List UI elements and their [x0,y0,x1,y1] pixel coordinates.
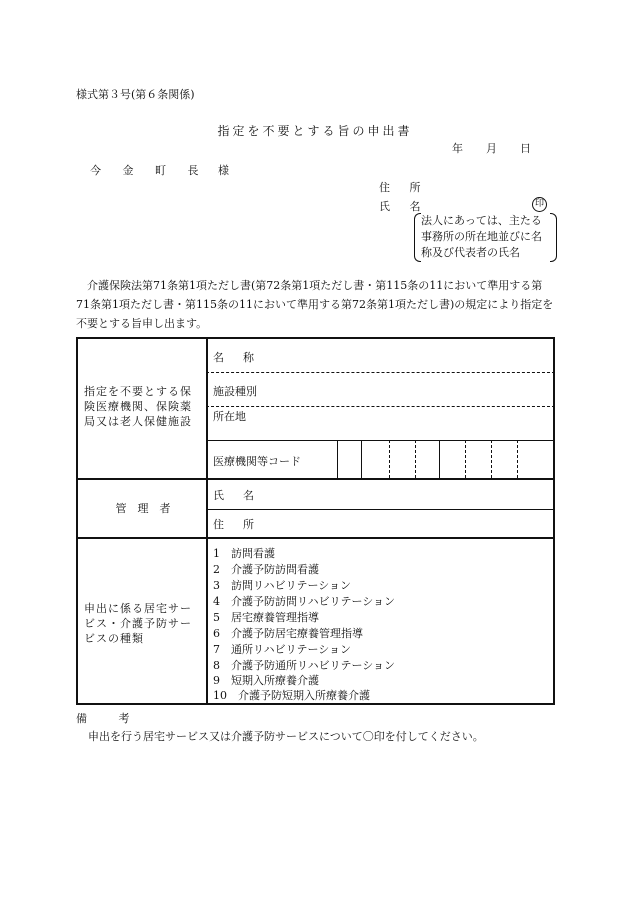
service-item[interactable]: 8 介護予防通所リハビリテーション [213,659,396,672]
service-item[interactable]: 5 居宅療養管理指導 [213,611,319,624]
code-box-divider [491,440,492,478]
row-divider [206,509,555,510]
service-item[interactable]: 10 介護予防短期入所療養介護 [213,689,370,702]
date-day-label: 日 [520,142,531,155]
service-item[interactable]: 1 訪問看護 [213,547,275,560]
application-table [76,337,555,705]
service-item[interactable]: 4 介護予防訪問リハビリテーション [213,595,396,608]
form-number: 様式第３号(第６条関係) [76,88,195,101]
row-divider [206,372,555,373]
bracket-left [414,213,421,262]
service-item[interactable]: 3 訪問リハビリテーション [213,579,352,592]
code-box-divider [389,440,390,478]
service-item[interactable]: 7 通所リハビリテーション [213,643,352,656]
row-divider [206,440,555,441]
section-divider [78,537,553,539]
corporate-note-line: 法人にあっては、主たる [421,214,542,227]
facility-type-field[interactable]: 施設種別 [213,385,257,398]
section-divider [78,478,553,480]
service-item[interactable]: 6 介護予防居宅療養管理指導 [213,627,363,640]
corporate-note-line: 事務所の所在地並びに名 [421,230,542,243]
application-statement: 介護保険法第71条第1項ただし書(第72条第1項ただし書・第115条の11において準用する第71条第1項ただし書・第115条の11において準用する第72条第1項ただし書)の規定により指定を不要とする旨申し出ます。 [76,279,554,330]
manager-section-label: 管 理 者 [115,502,171,515]
code-box-divider [415,440,416,478]
code-box-divider [465,440,466,478]
applicant-name-label: 氏 名 [379,200,429,213]
location-field[interactable]: 所在地 [213,410,246,423]
seal-mark: 印 [532,197,547,212]
facility-section-label: 指定を不要とする保険医療機関、保険薬局又は老人保健施設 [84,385,192,428]
column-divider [206,339,208,703]
applicant-address-label: 住 所 [379,181,429,194]
bracket-right [550,213,557,262]
service-type-section-label: 申出に係る居宅サービス・介護予防サービスの種類 [84,602,192,645]
date-month-label: 月 [486,142,497,155]
manager-name-field[interactable]: 氏 名 [213,489,258,502]
addressee: 今 金 町 長 [90,164,208,177]
date-year-label: 年 [452,142,463,155]
service-item[interactable]: 2 介護予防訪問看護 [213,563,319,576]
code-box-divider [439,440,440,478]
document-title: 指定を不要とする旨の申出書 [217,124,413,138]
institution-code-field[interactable]: 医療機関等コード [213,455,301,468]
corporate-note-line: 称及び代表者の氏名 [421,246,520,259]
remarks-title: 備 考 [76,712,144,725]
code-box-divider [361,440,362,478]
remarks-text: 申出を行う居宅サービス又は介護予防サービスについて〇印を付してください。 [88,730,484,743]
service-item[interactable]: 9 短期入所療養介護 [213,674,319,687]
facility-name-field[interactable]: 名 称 [213,351,258,364]
honorific: 様 [218,164,229,177]
manager-address-field[interactable]: 住 所 [213,518,258,531]
code-box-divider [517,440,518,478]
code-box-divider [337,440,338,478]
row-divider [206,406,555,407]
corporate-note [416,213,553,260]
